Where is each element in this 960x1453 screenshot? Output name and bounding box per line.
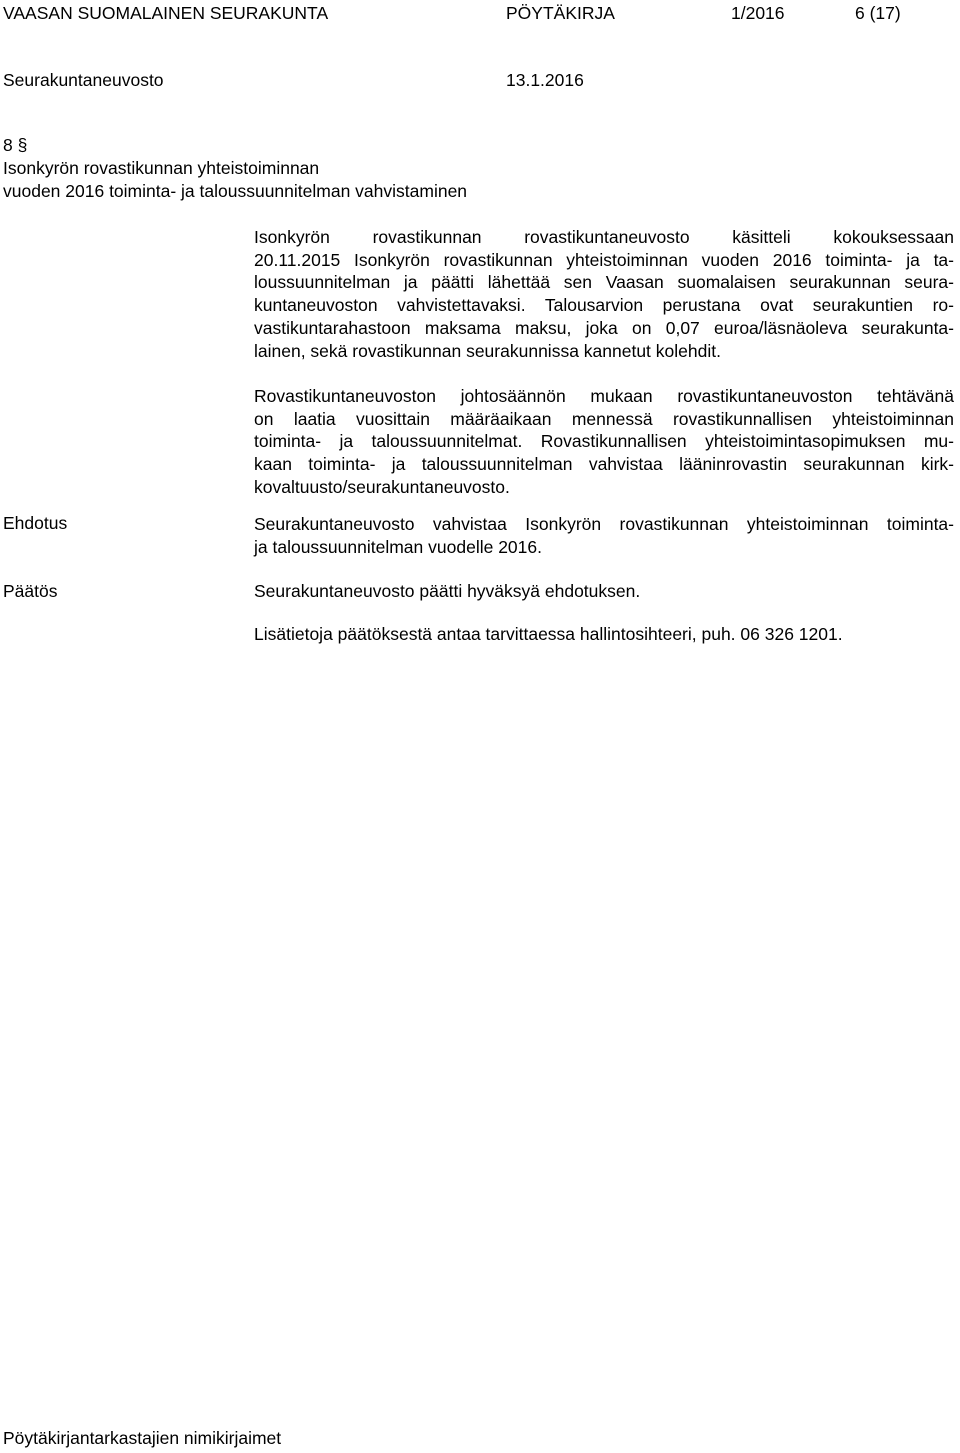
text-line: loussuunnitelman ja päätti lähettää sen Vaasan suomalaisen seurakunnan seura- bbox=[254, 272, 954, 293]
text-line: kovaltuusto/seurakuntaneuvosto. bbox=[254, 476, 510, 497]
decision-label: Päätös bbox=[3, 581, 58, 601]
text-line: on laatia vuosittain määräaikaan mennessä rovastikunnallisen yhteistoiminnan bbox=[254, 408, 954, 429]
text-line: Rovastikuntaneuvoston johtosäännön mukaan rovastikuntaneuvoston tehtävänä bbox=[254, 386, 954, 406]
page-number: 6 (17) bbox=[855, 3, 901, 23]
background-paragraph-2 bbox=[254, 385, 954, 499]
item-title-line-2: vuoden 2016 toiminta- ja taloussuunnitelman vahvistaminen bbox=[3, 181, 468, 201]
meeting-date: 13.1.2016 bbox=[506, 70, 584, 90]
document-number: 1/2016 bbox=[731, 3, 785, 23]
text-line: ja taloussuunnitelman vuodelle 2016. bbox=[254, 536, 542, 557]
text-line: vastikuntarahastoon maksama maksu, joka on 0,07 euroa/läsnäoleva seurakunta- bbox=[254, 317, 954, 338]
organization-name: VAASAN SUOMALAINEN SEURAKUNTA bbox=[3, 3, 329, 23]
document-type: PÖYTÄKIRJA bbox=[506, 3, 615, 23]
proposal-label: Ehdotus bbox=[3, 513, 68, 533]
item-number: 8 § bbox=[3, 135, 28, 155]
text-line: kuntaneuvoston vahvistettavaksi. Talousarvion perustana ovat seurakuntien ro- bbox=[254, 295, 954, 316]
decision-text: Seurakuntaneuvosto päätti hyväksyä ehdotuksen. bbox=[254, 581, 641, 601]
text-line: Seurakuntaneuvosto vahvistaa Isonkyrön rovastikunnan yhteistoiminnan toiminta- bbox=[254, 514, 954, 534]
text-line: 20.11.2015 Isonkyrön rovastikunnan yhteistoiminnan vuoden 2016 toiminta- ja ta- bbox=[254, 249, 954, 270]
text-line: Isonkyrön rovastikunnan rovastikuntaneuvosto käsitteli kokouksessaan bbox=[254, 227, 954, 247]
meeting-body-name: Seurakuntaneuvosto bbox=[3, 70, 164, 90]
additional-info: Lisätietoja päätöksestä antaa tarvittaessa hallintosihteeri, puh. 06 326 1201. bbox=[254, 624, 843, 644]
text-line: toiminta- ja taloussuunnitelmat. Rovastikunnallisen yhteistoimintasopimuksen mu- bbox=[254, 431, 954, 452]
proposal-text bbox=[254, 513, 954, 558]
text-line: lainen, sekä rovastikunnan seurakunnissa kannetut kolehdit. bbox=[254, 340, 721, 361]
background-paragraph-1 bbox=[254, 226, 954, 362]
text-line: kaan toiminta- ja taloussuunnitelman vahvistaa lääninrovastin seurakunnan kirk- bbox=[254, 454, 954, 475]
footer-initials-label: Pöytäkirjantarkastajien nimikirjaimet bbox=[3, 1428, 282, 1448]
item-title-line-1: Isonkyrön rovastikunnan yhteistoiminnan bbox=[3, 158, 320, 178]
